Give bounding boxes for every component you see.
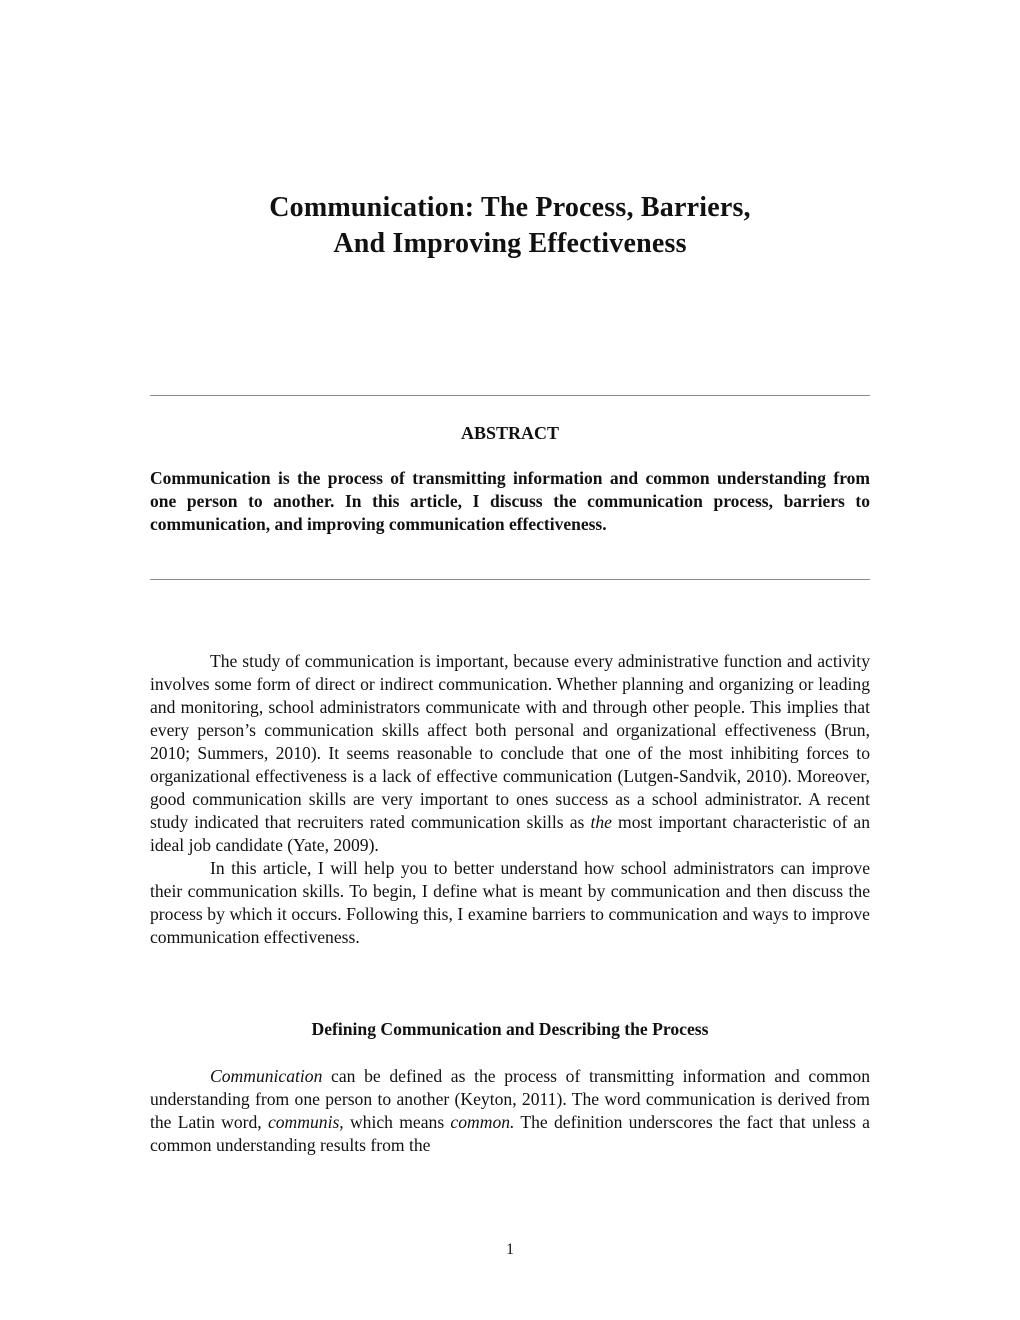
section-text-c: The definition underscores the fact that unless a common understanding results from the: [150, 1112, 870, 1155]
intro-p1-text-a: The study of communication is important, because every administrative function and activity involves some form of direct or indirect communication. Whether planning and organizing or leading and monitoring, school administrators communicate with and through other people. This implies that every person’s communication skills affect both personal and organizational effectiveness (Brun, 2010; Summers, 2010). It seems reasonable to conclude that one of the most inhibiting forces to organizational effectiveness is a lack of effective communication (Lutgen-Sandvik, 2010). Moreover, good communication skills are very important to ones success as a school administrator. A recent study indicated that recruiters rated communication skills as: [150, 651, 870, 832]
title-line-1: Communication: The Process, Barriers,: [269, 192, 751, 223]
paper-title: [0, 190, 1020, 262]
page-number: 1: [506, 1241, 514, 1258]
section-text-b: which means: [343, 1112, 451, 1132]
intro-p1-emphasis: the: [590, 812, 612, 832]
section-term-communication: Communication: [210, 1066, 323, 1086]
section-text-a: can be defined as the process of transmitting information and common understanding from one person to another (Keyton, 2011). The word communication is derived from the Latin word,: [150, 1066, 870, 1132]
abstract-bottom-rule: [150, 579, 870, 580]
intro-p1-text-b: most important characteristic of an ideal job candidate (Yate, 2009).: [150, 812, 870, 855]
intro-paragraph-2: In this article, I will help you to better understand how school administrators can improve their communication skills. To begin, I define what is meant by communication and then discuss the process by which it occurs. Following this, I examine barriers to communication and ways to improve communication effectiveness.: [150, 858, 870, 947]
abstract-heading: ABSTRACT: [460, 423, 560, 443]
section-heading: Defining Communication and Describing the Process: [311, 1019, 709, 1039]
abstract-top-rule: [150, 395, 870, 396]
section-paragraph-1: [150, 1065, 870, 1157]
section-term-communis: communis,: [267, 1112, 344, 1132]
title-line-2: And Improving Effectiveness: [333, 228, 687, 259]
abstract-text: Communication is the process of transmitting information and common understanding from one person to another. In this article, I discuss the communication process, barriers to communication, and improving communication effectiveness.: [150, 468, 870, 534]
introduction: [150, 650, 870, 949]
section-body: [150, 1065, 870, 1157]
section-term-common: common.: [450, 1112, 515, 1132]
intro-paragraph-1: [150, 650, 870, 857]
